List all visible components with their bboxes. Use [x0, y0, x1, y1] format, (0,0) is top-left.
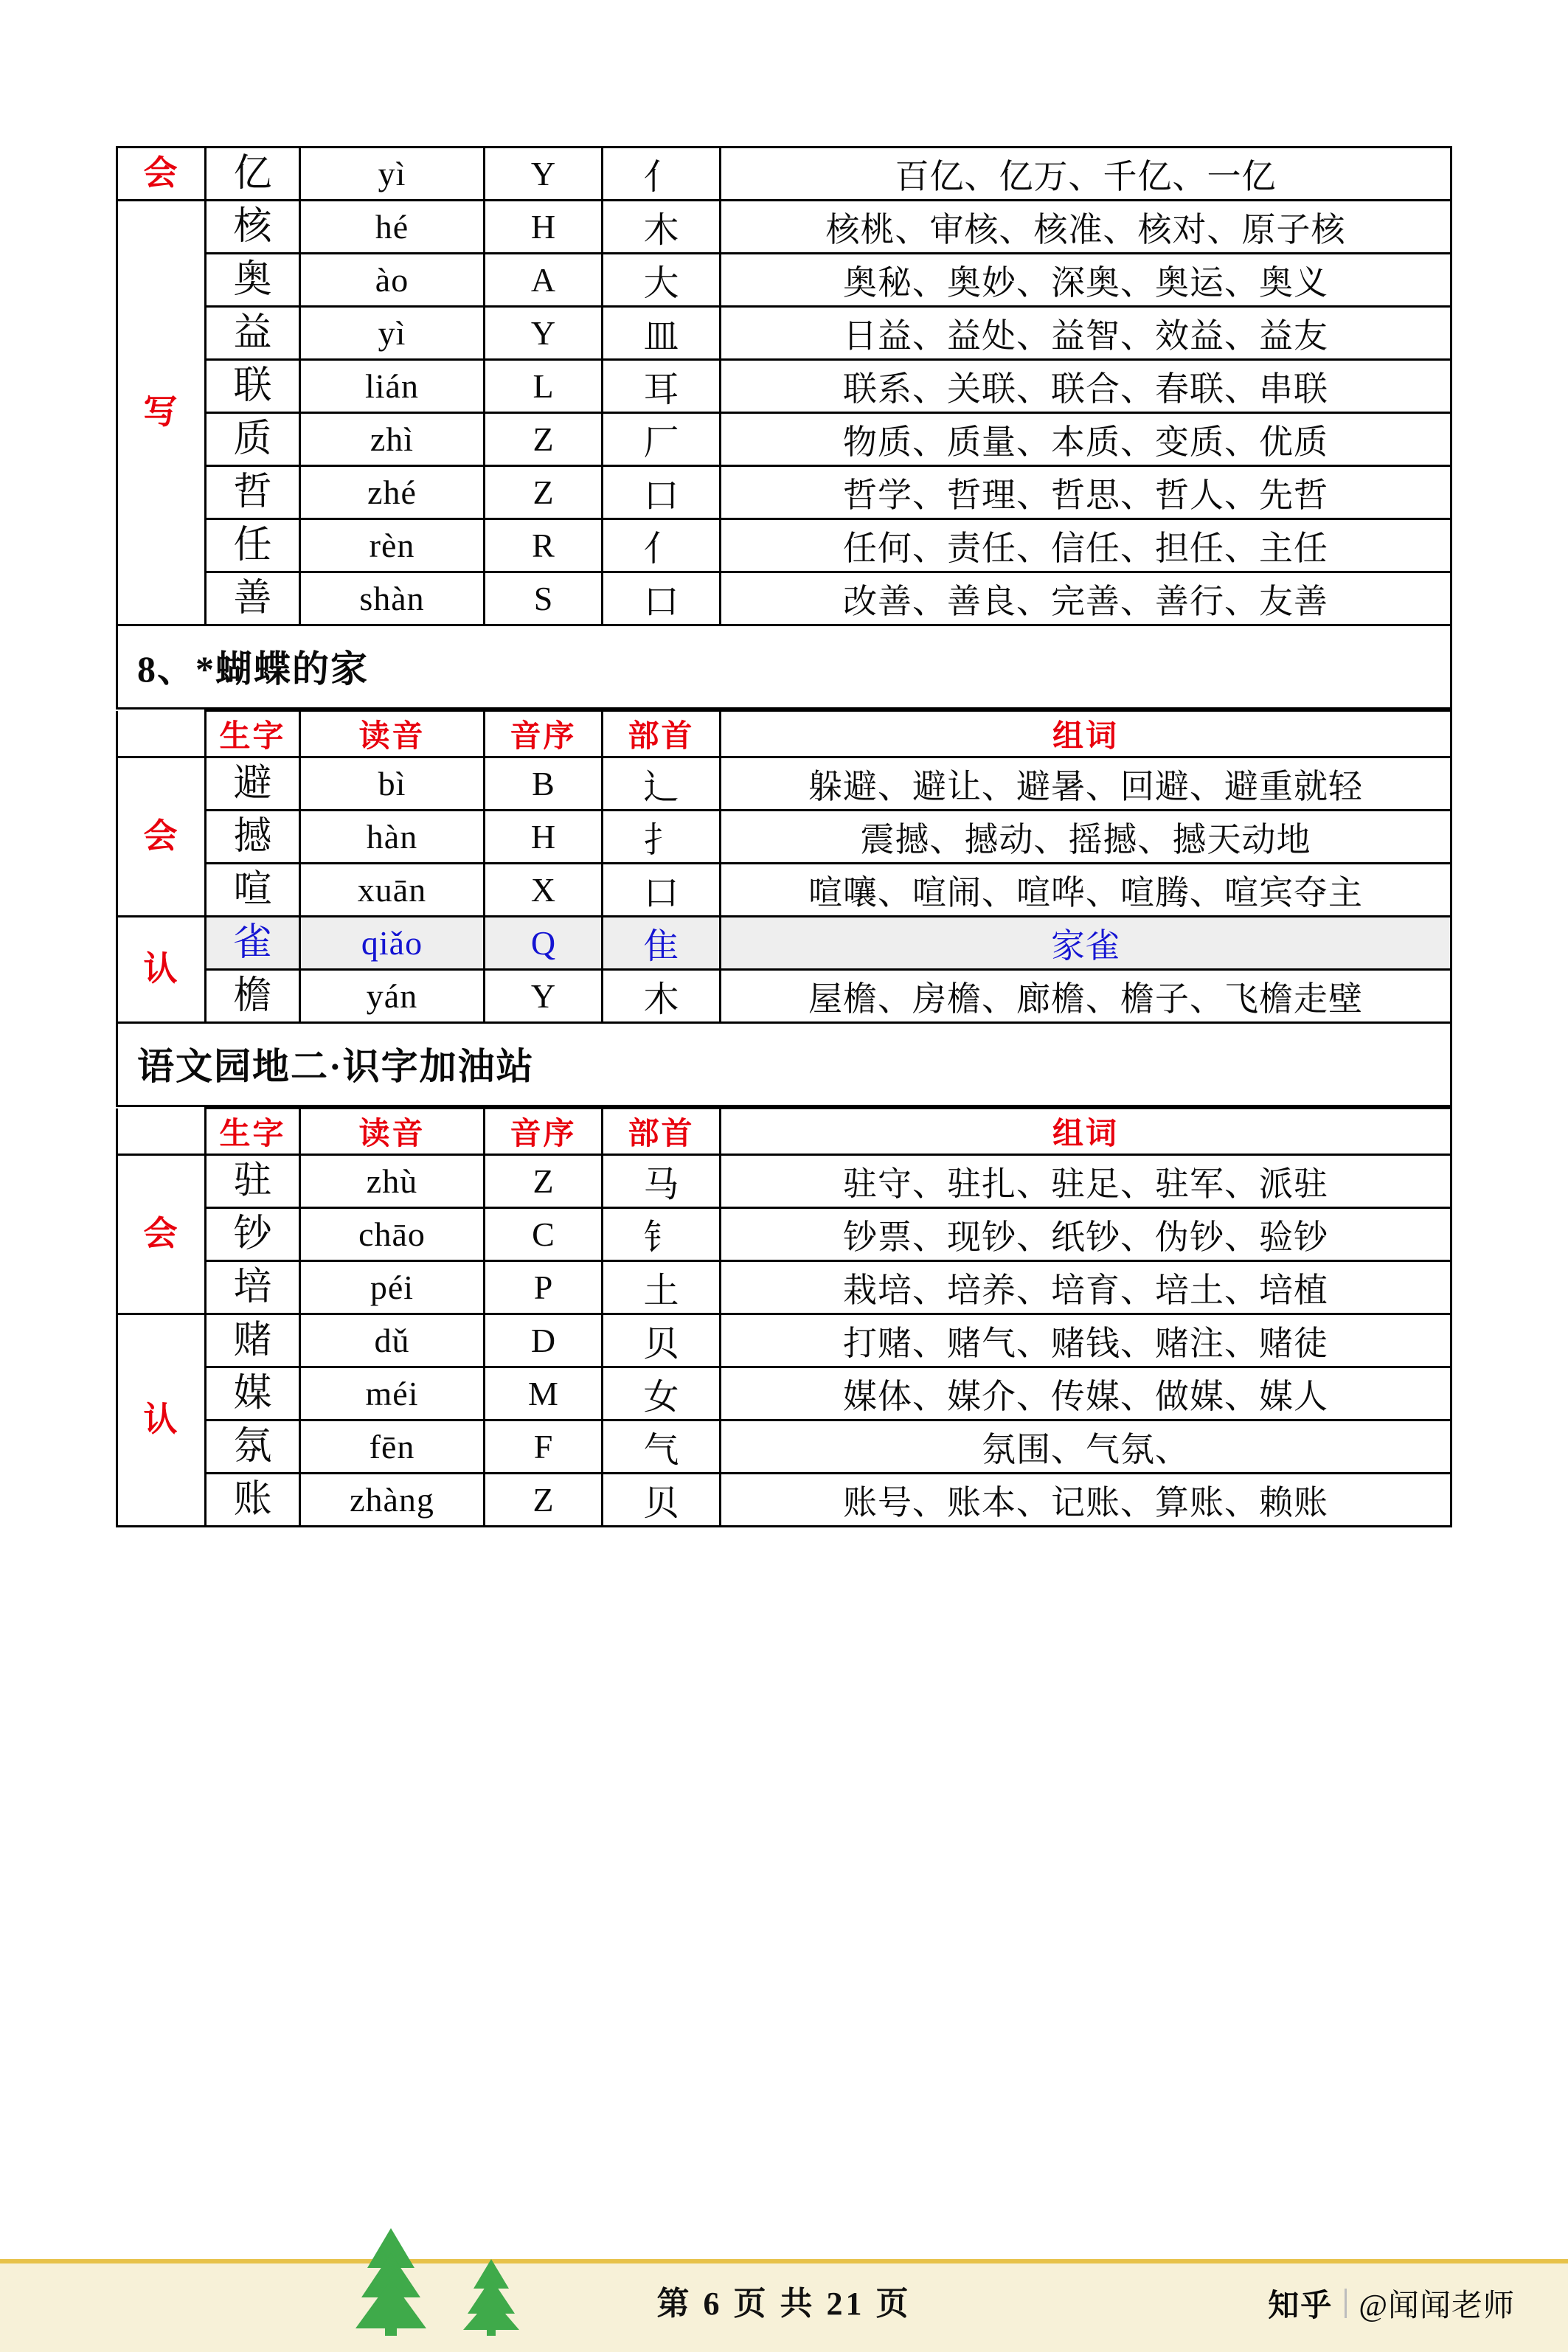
- cell-pinyin: fēn: [300, 1420, 485, 1474]
- cell-character: 善: [206, 572, 300, 625]
- cell-words: 账号、账本、记账、算账、赖账: [721, 1474, 1451, 1527]
- cell-sequence: A: [485, 254, 603, 307]
- table-row: [117, 413, 1451, 466]
- header-sequence: 音序: [485, 711, 603, 757]
- header-radical: 部首: [603, 711, 721, 757]
- cell-words: 钞票、现钞、纸钞、伪钞、验钞: [721, 1208, 1451, 1261]
- cell-character: 撼: [206, 811, 300, 864]
- table-row: [117, 572, 1451, 625]
- header-words: 组词: [721, 1109, 1451, 1155]
- character-table-1: [116, 146, 1452, 626]
- page-footer: [0, 2241, 1568, 2352]
- cell-words: 奥秘、奥妙、深奥、奥运、奥义: [721, 254, 1451, 307]
- cell-sequence: H: [485, 811, 603, 864]
- cell-character: 核: [206, 201, 300, 254]
- cell-character: 雀: [206, 917, 300, 970]
- cell-radical: 亻: [603, 519, 721, 572]
- cell-words: 联系、关联、联合、春联、串联: [721, 360, 1451, 413]
- table-row: [117, 970, 1451, 1023]
- cell-pinyin: zhàng: [300, 1474, 485, 1527]
- header-spacer: [117, 711, 206, 757]
- mark-group-label: 认: [117, 1314, 206, 1527]
- cell-sequence: M: [485, 1367, 603, 1420]
- table-row: [117, 1208, 1451, 1261]
- cell-character: 任: [206, 519, 300, 572]
- cell-pinyin: zhé: [300, 466, 485, 519]
- watermark: [1268, 2281, 1515, 2325]
- table-row: [117, 519, 1451, 572]
- table-row: [117, 360, 1451, 413]
- watermark-author: @闻闻老师: [1359, 2289, 1515, 2323]
- cell-words: 打赌、赌气、赌钱、赌注、赌徒: [721, 1314, 1451, 1367]
- page-number: 第 6 页 共 21 页: [656, 2286, 912, 2322]
- table-row: [117, 1155, 1451, 1208]
- cell-sequence: F: [485, 1420, 603, 1474]
- table-row: [117, 1314, 1451, 1367]
- cell-character: 哲: [206, 466, 300, 519]
- table-row: [117, 864, 1451, 917]
- cell-radical: 隹: [603, 917, 721, 970]
- character-table-2: [116, 710, 1452, 1024]
- cell-pinyin: xuān: [300, 864, 485, 917]
- cell-pinyin: ào: [300, 254, 485, 307]
- cell-sequence: Y: [485, 970, 603, 1023]
- table-row: [117, 148, 1451, 201]
- cell-sequence: P: [485, 1261, 603, 1314]
- cell-sequence: R: [485, 519, 603, 572]
- cell-character: 培: [206, 1261, 300, 1314]
- table-header-row: [117, 711, 1451, 757]
- section-title-lesson8: 8、*蝴蝶的家: [116, 626, 1452, 710]
- cell-sequence: S: [485, 572, 603, 625]
- cell-words: 喧嚷、喧闹、喧哗、喧腾、喧宾夺主: [721, 864, 1451, 917]
- table-row: [117, 811, 1451, 864]
- cell-character: 钞: [206, 1208, 300, 1261]
- cell-sequence: Y: [485, 148, 603, 201]
- cell-pinyin: dǔ: [300, 1314, 485, 1367]
- cell-pinyin: lián: [300, 360, 485, 413]
- cell-sequence: D: [485, 1314, 603, 1367]
- section-title-yuwenyuandi2: 语文园地二·识字加油站: [116, 1024, 1452, 1107]
- cell-radical: 贝: [603, 1474, 721, 1527]
- cell-radical: 口: [603, 466, 721, 519]
- cell-pinyin: yì: [300, 148, 485, 201]
- header-radical: 部首: [603, 1109, 721, 1155]
- cell-radical: 土: [603, 1261, 721, 1314]
- table-header-row: [117, 1109, 1451, 1155]
- cell-character: 喧: [206, 864, 300, 917]
- cell-radical: 辶: [603, 757, 721, 811]
- cell-pinyin: bì: [300, 757, 485, 811]
- cell-radical: 女: [603, 1367, 721, 1420]
- cell-words: 核桃、审核、核准、核对、原子核: [721, 201, 1451, 254]
- table-row: [117, 1367, 1451, 1420]
- cell-sequence: Z: [485, 466, 603, 519]
- table-row: [117, 307, 1451, 360]
- cell-radical: 口: [603, 572, 721, 625]
- header-pinyin: 读音: [300, 1109, 485, 1155]
- cell-pinyin: rèn: [300, 519, 485, 572]
- cell-character: 赌: [206, 1314, 300, 1367]
- cell-pinyin: shàn: [300, 572, 485, 625]
- cell-words: 家雀: [721, 917, 1451, 970]
- table-row: [117, 254, 1451, 307]
- table-row: [117, 466, 1451, 519]
- cell-pinyin: qiǎo: [300, 917, 485, 970]
- cell-pinyin: péi: [300, 1261, 485, 1314]
- cell-words: 氛围、气氛、: [721, 1420, 1451, 1474]
- cell-character: 檐: [206, 970, 300, 1023]
- cell-sequence: Y: [485, 307, 603, 360]
- cell-radical: 口: [603, 864, 721, 917]
- cell-character: 驻: [206, 1155, 300, 1208]
- cell-character: 避: [206, 757, 300, 811]
- header-spacer: [117, 1109, 206, 1155]
- cell-character: 奥: [206, 254, 300, 307]
- cell-character: 氛: [206, 1420, 300, 1474]
- table-row-highlighted: [117, 917, 1451, 970]
- table-row: [117, 1474, 1451, 1527]
- cell-words: 改善、善良、完善、善行、友善: [721, 572, 1451, 625]
- cell-character: 亿: [206, 148, 300, 201]
- mark-group-label: 会: [117, 757, 206, 917]
- table-row: [117, 1420, 1451, 1474]
- header-character: 生字: [206, 711, 300, 757]
- cell-radical: 厂: [603, 413, 721, 466]
- cell-words: 媒体、媒介、传媒、做媒、媒人: [721, 1367, 1451, 1420]
- cell-radical: 耳: [603, 360, 721, 413]
- zhihu-logo: 知乎: [1268, 2289, 1333, 2323]
- cell-sequence: Z: [485, 413, 603, 466]
- cell-pinyin: chāo: [300, 1208, 485, 1261]
- cell-radical: 木: [603, 970, 721, 1023]
- cell-pinyin: zhù: [300, 1155, 485, 1208]
- cell-character: 益: [206, 307, 300, 360]
- cell-words: 屋檐、房檐、廊檐、檐子、飞檐走壁: [721, 970, 1451, 1023]
- cell-words: 栽培、培养、培育、培土、培植: [721, 1261, 1451, 1314]
- cell-pinyin: hé: [300, 201, 485, 254]
- cell-character: 联: [206, 360, 300, 413]
- cell-radical: 木: [603, 201, 721, 254]
- cell-sequence: C: [485, 1208, 603, 1261]
- watermark-divider: [1345, 2289, 1347, 2318]
- cell-pinyin: hàn: [300, 811, 485, 864]
- cell-radical: 大: [603, 254, 721, 307]
- header-character: 生字: [206, 1109, 300, 1155]
- cell-character: 媒: [206, 1367, 300, 1420]
- cell-words: 震撼、撼动、摇撼、撼天动地: [721, 811, 1451, 864]
- cell-character: 质: [206, 413, 300, 466]
- cell-words: 任何、责任、信任、担任、主任: [721, 519, 1451, 572]
- cell-radical: 气: [603, 1420, 721, 1474]
- cell-sequence: Z: [485, 1155, 603, 1208]
- cell-radical: 亻: [603, 148, 721, 201]
- cell-pinyin: yán: [300, 970, 485, 1023]
- cell-pinyin: yì: [300, 307, 485, 360]
- table-row: [117, 1261, 1451, 1314]
- table-row: [117, 201, 1451, 254]
- cell-radical: 马: [603, 1155, 721, 1208]
- character-table-3: [116, 1107, 1452, 1527]
- cell-radical: 皿: [603, 307, 721, 360]
- worksheet-body: [116, 0, 1452, 1527]
- cell-words: 百亿、亿万、千亿、一亿: [721, 148, 1451, 201]
- mark-group-label: 认: [117, 917, 206, 1023]
- header-words: 组词: [721, 711, 1451, 757]
- cell-pinyin: méi: [300, 1367, 485, 1420]
- mark-group-label: 会: [117, 1155, 206, 1314]
- cell-sequence: L: [485, 360, 603, 413]
- header-pinyin: 读音: [300, 711, 485, 757]
- mark-group-label: 会: [117, 148, 206, 201]
- cell-words: 物质、质量、本质、变质、优质: [721, 413, 1451, 466]
- header-sequence: 音序: [485, 1109, 603, 1155]
- cell-sequence: Q: [485, 917, 603, 970]
- cell-sequence: H: [485, 201, 603, 254]
- table-row: [117, 757, 1451, 811]
- mark-group-label: 写: [117, 201, 206, 625]
- cell-words: 日益、益处、益智、效益、益友: [721, 307, 1451, 360]
- cell-pinyin: zhì: [300, 413, 485, 466]
- cell-words: 躲避、避让、避暑、回避、避重就轻: [721, 757, 1451, 811]
- cell-words: 驻守、驻扎、驻足、驻军、派驻: [721, 1155, 1451, 1208]
- cell-sequence: B: [485, 757, 603, 811]
- cell-words: 哲学、哲理、哲思、哲人、先哲: [721, 466, 1451, 519]
- cell-radical: 贝: [603, 1314, 721, 1367]
- cell-sequence: X: [485, 864, 603, 917]
- cell-radical: 扌: [603, 811, 721, 864]
- cell-sequence: Z: [485, 1474, 603, 1527]
- cell-radical: 钅: [603, 1208, 721, 1261]
- cell-character: 账: [206, 1474, 300, 1527]
